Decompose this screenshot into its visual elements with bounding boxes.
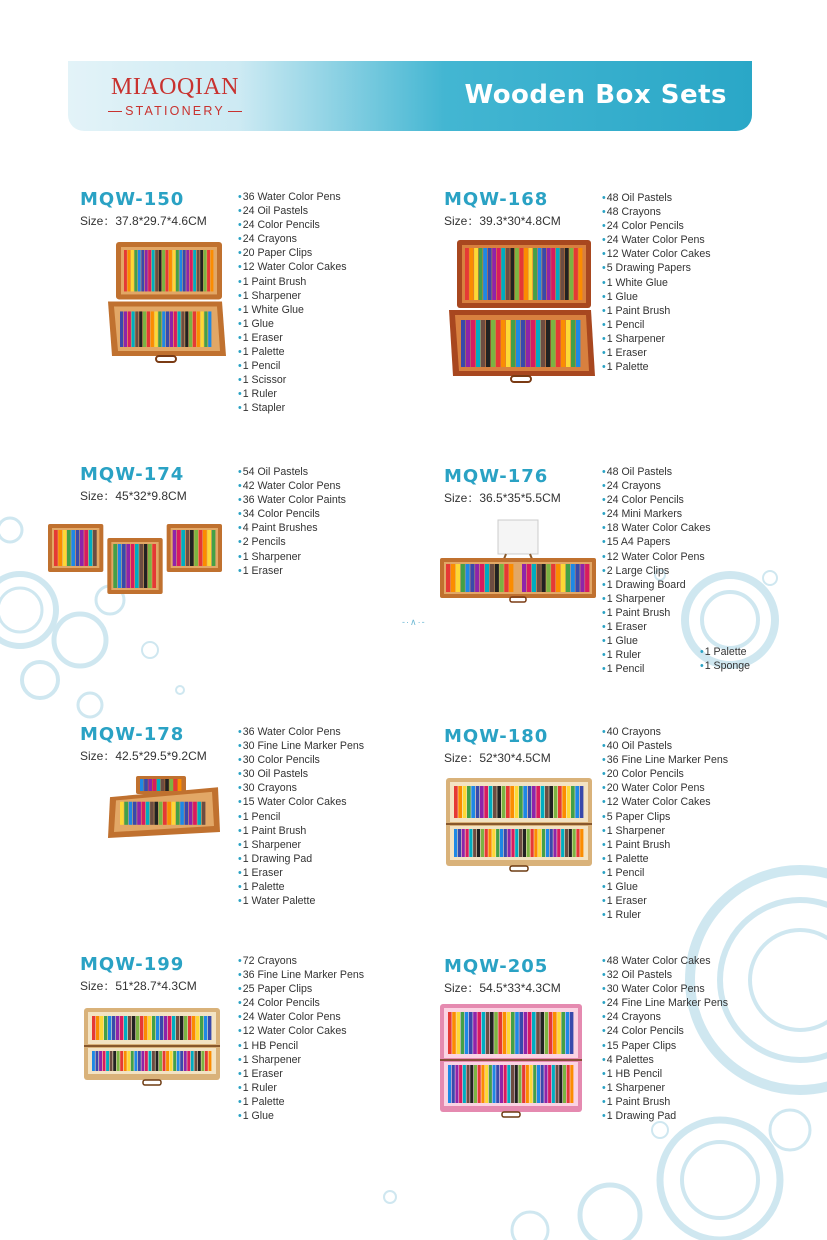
spec-item: • 1 Glue xyxy=(602,880,728,894)
spec-item: • 1 Sharpener xyxy=(238,289,347,303)
spec-item: • 1 White Glue xyxy=(238,303,347,317)
spec-item: • 15 A4 Papers xyxy=(602,535,711,549)
spec-item: • 36 Water Color Pens xyxy=(238,190,347,204)
spec-item: • 1 Scissor xyxy=(238,373,347,387)
spec-item: • 24 Color Pencils xyxy=(238,218,347,232)
product-size-mqw-180: Size：52*30*4.5CM xyxy=(444,751,551,765)
spec-item: • 30 Oil Pastels xyxy=(238,767,364,781)
spec-item: • 24 Crayons xyxy=(602,479,711,493)
spec-item: • 12 Water Color Cakes xyxy=(238,260,347,274)
spec-item: • 30 Fine Line Marker Pens xyxy=(238,739,364,753)
spec-item: • 1 Pencil xyxy=(602,318,711,332)
product-image-mqw-205 xyxy=(438,1002,584,1118)
spec-item: • 5 Paper Clips xyxy=(602,810,728,824)
spec-item: • 20 Color Pencils xyxy=(602,767,728,781)
spec-item: • 24 Color Pencils xyxy=(602,219,711,233)
spec-item: • 24 Oil Pastels xyxy=(238,204,347,218)
product-image-mqw-199 xyxy=(82,1006,222,1086)
decorative-mark: -·∧·- xyxy=(402,617,426,627)
product-image-mqw-168 xyxy=(447,238,595,388)
spec-item: • 40 Oil Pastels xyxy=(602,739,728,753)
spec-item: • 48 Crayons xyxy=(602,205,711,219)
product-image-mqw-174 xyxy=(46,520,224,598)
product-model-mqw-180: MQW-180 xyxy=(444,726,549,747)
spec-item: • 4 Palettes xyxy=(602,1053,728,1067)
product-specs-mqw-199 xyxy=(238,954,364,1123)
product-model-mqw-205: MQW-205 xyxy=(444,956,549,977)
spec-item: • 40 Crayons xyxy=(602,725,728,739)
spec-item: • 1 Stapler xyxy=(238,401,347,415)
spec-item: • 12 Water Color Pens xyxy=(602,550,711,564)
spec-item: • 48 Oil Pastels xyxy=(602,465,711,479)
spec-item: • 48 Oil Pastels xyxy=(602,191,711,205)
brand-logo-subtitle: STATIONERY xyxy=(100,104,250,118)
spec-item: • 1 Eraser xyxy=(238,866,364,880)
spec-item: • 36 Water Color Paints xyxy=(238,493,346,507)
spec-item: • 1 Glue xyxy=(238,317,347,331)
product-specs-extra-mqw-176 xyxy=(700,645,750,673)
spec-item: • 1 Eraser xyxy=(602,346,711,360)
spec-item: • 30 Water Color Pens xyxy=(602,982,728,996)
spec-item: • 20 Paper Clips xyxy=(238,246,347,260)
product-specs-mqw-178 xyxy=(238,725,364,908)
spec-item: • 1 Sharpener xyxy=(602,332,711,346)
spec-item: • 72 Crayons xyxy=(238,954,364,968)
spec-item: • 1 Drawing Pad xyxy=(238,852,364,866)
spec-item: • 24 Water Color Pens xyxy=(238,1010,364,1024)
product-specs-mqw-176 xyxy=(602,465,711,676)
product-size-mqw-199: Size：51*28.7*4.3CM xyxy=(80,979,197,993)
spec-item: • 12 Water Color Cakes xyxy=(238,1024,364,1038)
spec-item: • 1 Sharpener xyxy=(238,838,364,852)
product-model-mqw-178: MQW-178 xyxy=(80,724,185,745)
product-image-mqw-180 xyxy=(444,776,594,872)
spec-item: • 1 Ruler xyxy=(238,387,347,401)
spec-item: • 1 Eraser xyxy=(602,894,728,908)
spec-item: • 1 Sharpener xyxy=(238,1053,364,1067)
spec-item: • 36 Fine Line Marker Pens xyxy=(238,968,364,982)
spec-item: • 1 Palette xyxy=(602,360,711,374)
spec-item: • 1 Paint Brush xyxy=(602,304,711,318)
spec-item: • 1 Sharpener xyxy=(602,1081,728,1095)
spec-item: • 24 Color Pencils xyxy=(602,1024,728,1038)
spec-item: • 5 Drawing Papers xyxy=(602,261,711,275)
spec-item: • 1 Palette xyxy=(700,645,750,659)
spec-item: • 54 Oil Pastels xyxy=(238,465,346,479)
product-model-mqw-150: MQW-150 xyxy=(80,189,185,210)
product-specs-mqw-150 xyxy=(238,190,347,416)
spec-item: • 1 Pencil xyxy=(602,866,728,880)
spec-item: • 1 Ruler xyxy=(238,1081,364,1095)
spec-item: • 24 Color Pencils xyxy=(602,493,711,507)
product-image-mqw-150 xyxy=(106,240,226,368)
spec-item: • 20 Water Color Pens xyxy=(602,781,728,795)
spec-item: • 1 Paint Brush xyxy=(602,838,728,852)
spec-item: • 1 Pencil xyxy=(602,662,711,676)
spec-item: • 36 Water Color Pens xyxy=(238,725,364,739)
spec-item: • 1 Glue xyxy=(602,290,711,304)
spec-item: • 1 Pencil xyxy=(238,810,364,824)
spec-item: • 1 Eraser xyxy=(602,620,711,634)
brand-logo-name: MIAOQIAN xyxy=(111,74,239,100)
spec-item: • 1 Glue xyxy=(238,1109,364,1123)
spec-item: • 4 Paint Brushes xyxy=(238,521,346,535)
spec-item: • 32 Oil Pastels xyxy=(602,968,728,982)
spec-item: • 1 Water Palette xyxy=(238,894,364,908)
product-model-mqw-176: MQW-176 xyxy=(444,466,549,487)
spec-item: • 42 Water Color Pens xyxy=(238,479,346,493)
spec-item: • 24 Crayons xyxy=(602,1010,728,1024)
spec-item: • 24 Water Color Pens xyxy=(602,233,711,247)
spec-item: • 2 Large Clips xyxy=(602,564,711,578)
spec-item: • 1 Sharpener xyxy=(602,824,728,838)
spec-item: • 34 Color Pencils xyxy=(238,507,346,521)
product-specs-mqw-174 xyxy=(238,465,346,578)
product-size-mqw-205: Size：54.5*33*4.3CM xyxy=(444,981,561,995)
spec-item: • 25 Paper Clips xyxy=(238,982,364,996)
spec-item: • 1 HB Pencil xyxy=(602,1067,728,1081)
product-specs-mqw-168 xyxy=(602,191,711,374)
page-title: Wooden Box Sets xyxy=(464,80,727,110)
spec-item: • 1 Sharpener xyxy=(602,592,711,606)
spec-item: • 1 Ruler xyxy=(602,908,728,922)
spec-item: • 24 Mini Markers xyxy=(602,507,711,521)
product-model-mqw-174: MQW-174 xyxy=(80,464,185,485)
spec-item: • 24 Crayons xyxy=(238,232,347,246)
spec-item: • 18 Water Color Cakes xyxy=(602,521,711,535)
spec-item: • 36 Fine Line Marker Pens xyxy=(602,753,728,767)
product-specs-mqw-180 xyxy=(602,725,728,922)
spec-item: • 1 Eraser xyxy=(238,331,347,345)
spec-item: • 1 Drawing Board xyxy=(602,578,711,592)
spec-item: • 15 Paper Clips xyxy=(602,1039,728,1053)
spec-item: • 1 Eraser xyxy=(238,564,346,578)
spec-item: • 1 Glue xyxy=(602,634,711,648)
spec-item: • 48 Water Color Cakes xyxy=(602,954,728,968)
product-size-mqw-150: Size：37.8*29.7*4.6CM xyxy=(80,214,207,228)
spec-item: • 1 Paint Brush xyxy=(238,275,347,289)
spec-item: • 30 Crayons xyxy=(238,781,364,795)
product-model-mqw-168: MQW-168 xyxy=(444,189,549,210)
spec-item: • 2 Pencils xyxy=(238,535,346,549)
product-specs-mqw-205 xyxy=(602,954,728,1123)
spec-item: • 30 Color Pencils xyxy=(238,753,364,767)
spec-item: • 12 Water Color Cakes xyxy=(602,247,711,261)
product-model-mqw-199: MQW-199 xyxy=(80,954,185,975)
spec-item: • 1 Paint Brush xyxy=(238,824,364,838)
product-image-mqw-178 xyxy=(106,774,222,840)
spec-item: • 1 Palette xyxy=(238,345,347,359)
spec-item: • 15 Water Color Cakes xyxy=(238,795,364,809)
product-size-mqw-178: Size：42.5*29.5*9.2CM xyxy=(80,749,207,763)
spec-item: • 1 Paint Brush xyxy=(602,606,711,620)
spec-item: • 1 White Glue xyxy=(602,276,711,290)
product-size-mqw-168: Size：39.3*30*4.8CM xyxy=(444,214,561,228)
spec-item: • 24 Fine Line Marker Pens xyxy=(602,996,728,1010)
spec-item: • 1 Ruler xyxy=(602,648,711,662)
spec-item: • 1 HB Pencil xyxy=(238,1039,364,1053)
product-size-mqw-176: Size：36.5*35*5.5CM xyxy=(444,491,561,505)
spec-item: • 1 Sharpener xyxy=(238,550,346,564)
spec-item: • 1 Palette xyxy=(238,1095,364,1109)
spec-item: • 1 Palette xyxy=(238,880,364,894)
spec-item: • 1 Palette xyxy=(602,852,728,866)
spec-item: • 1 Sponge xyxy=(700,659,750,673)
product-size-mqw-174: Size：45*32*9.8CM xyxy=(80,489,187,503)
spec-item: • 1 Pencil xyxy=(238,359,347,373)
spec-item: • 1 Paint Brush xyxy=(602,1095,728,1109)
spec-item: • 24 Color Pencils xyxy=(238,996,364,1010)
spec-item: • 1 Drawing Pad xyxy=(602,1109,728,1123)
spec-item: • 12 Water Color Cakes xyxy=(602,795,728,809)
spec-item: • 1 Eraser xyxy=(238,1067,364,1081)
product-image-mqw-176 xyxy=(438,518,598,604)
